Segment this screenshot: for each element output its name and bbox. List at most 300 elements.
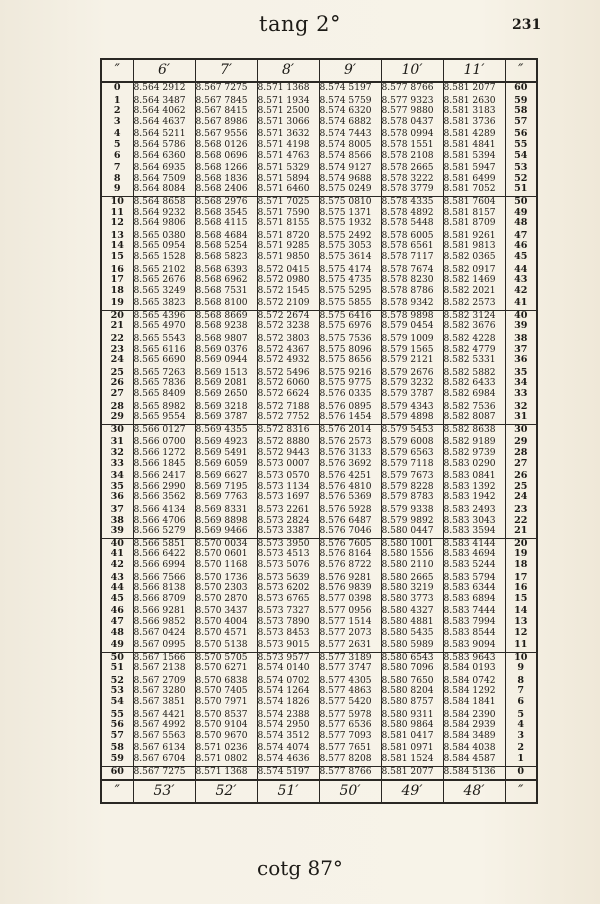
seconds-right-cell: 40 <box>505 310 537 321</box>
value-cell: 8.580 5435 <box>381 628 443 641</box>
seconds-right-cell: 42 <box>505 286 537 299</box>
value-cell: 8.576 4810 <box>319 482 381 493</box>
value-cell: 8.583 0290 <box>443 459 505 472</box>
value-cell: 8.572 6624 <box>257 389 319 402</box>
value-cell: 8.565 0380 <box>133 231 195 242</box>
table-row <box>101 321 537 334</box>
value-cell: 8.581 2630 <box>443 96 505 107</box>
value-cell: 8.573 7890 <box>257 617 319 628</box>
seconds-left-cell: 33 <box>101 459 133 472</box>
value-cell: 8.577 7651 <box>319 743 381 754</box>
seconds-right-cell: 38 <box>505 334 537 345</box>
table-row <box>101 389 537 402</box>
value-cell: 8.582 2021 <box>443 286 505 299</box>
value-cell: 8.574 9688 <box>319 174 381 185</box>
footer-minute: 49′ <box>381 780 443 803</box>
seconds-right-cell: 46 <box>505 241 537 252</box>
table-row <box>101 231 537 242</box>
value-cell: 8.574 4636 <box>257 754 319 766</box>
value-cell: 8.578 4335 <box>381 196 443 207</box>
value-cell: 8.580 4881 <box>381 617 443 628</box>
table-row <box>101 106 537 117</box>
seconds-left-cell: 48 <box>101 628 133 641</box>
value-cell: 8.579 1565 <box>381 345 443 356</box>
seconds-right-cell: 11 <box>505 640 537 652</box>
value-cell: 8.565 4396 <box>133 310 195 321</box>
value-cell: 8.582 5331 <box>443 355 505 368</box>
value-cell: 8.584 5136 <box>443 766 505 780</box>
table-row <box>101 208 537 219</box>
value-cell: 8.572 2109 <box>257 298 319 310</box>
value-cell: 8.573 0007 <box>257 459 319 472</box>
value-cell: 8.575 5855 <box>319 298 381 310</box>
table-row <box>101 334 537 345</box>
value-cell: 8.572 0980 <box>257 275 319 286</box>
value-cell: 8.568 5823 <box>195 252 257 265</box>
table-row <box>101 218 537 231</box>
value-cell: 8.575 4174 <box>319 265 381 276</box>
table-footer-row <box>101 780 537 803</box>
value-cell: 8.569 7763 <box>195 492 257 505</box>
value-cell: 8.569 6059 <box>195 459 257 472</box>
table-row <box>101 448 537 459</box>
table-row <box>101 196 537 207</box>
value-cell: 8.566 0127 <box>133 424 195 437</box>
seconds-right-cell: 3 <box>505 731 537 744</box>
table-row <box>101 174 537 185</box>
value-cell: 8.565 0954 <box>133 241 195 252</box>
value-cell: 8.575 2492 <box>319 231 381 242</box>
value-cell: 8.564 3487 <box>133 96 195 107</box>
table-row <box>101 368 537 379</box>
table-row <box>101 594 537 607</box>
value-cell: 8.582 0917 <box>443 265 505 276</box>
value-cell: 8.565 8409 <box>133 389 195 402</box>
value-cell: 8.571 0802 <box>195 754 257 766</box>
value-cell: 8.565 6116 <box>133 345 195 356</box>
table-header-row <box>101 59 537 82</box>
value-cell: 8.571 0236 <box>195 743 257 754</box>
table-row <box>101 549 537 560</box>
seconds-right-cell: 19 <box>505 549 537 560</box>
value-cell: 8.578 3779 <box>381 184 443 196</box>
footer-minute: 53′ <box>133 780 195 803</box>
value-cell: 8.577 6536 <box>319 720 381 731</box>
value-cell: 8.582 7536 <box>443 402 505 413</box>
value-cell: 8.568 6962 <box>195 275 257 286</box>
value-cell: 8.565 8982 <box>133 402 195 413</box>
value-cell: 8.583 7444 <box>443 606 505 617</box>
value-cell: 8.580 7096 <box>381 663 443 676</box>
value-cell: 8.581 7604 <box>443 196 505 207</box>
value-cell: 8.583 9094 <box>443 640 505 652</box>
table-row <box>101 298 537 310</box>
value-cell: 8.576 4251 <box>319 471 381 482</box>
value-cell: 8.576 2014 <box>319 424 381 437</box>
value-cell: 8.581 5947 <box>443 163 505 174</box>
value-cell: 8.581 2077 <box>381 766 443 780</box>
value-cell: 8.580 3219 <box>381 583 443 594</box>
value-cell: 8.577 9323 <box>381 96 443 107</box>
seconds-left-cell: 23 <box>101 345 133 356</box>
value-cell: 8.573 1697 <box>257 492 319 505</box>
seconds-right-cell: 12 <box>505 628 537 641</box>
value-cell: 8.565 7263 <box>133 368 195 379</box>
value-cell: 8.572 8316 <box>257 424 319 437</box>
seconds-right-cell: 37 <box>505 345 537 356</box>
value-cell: 8.567 1566 <box>133 652 195 663</box>
value-cell: 8.565 1528 <box>133 252 195 265</box>
value-cell: 8.568 4684 <box>195 231 257 242</box>
seconds-left-cell: 18 <box>101 286 133 299</box>
value-cell: 8.565 4970 <box>133 321 195 334</box>
page-title: tang 2° <box>259 12 341 36</box>
value-cell: 8.575 6976 <box>319 321 381 334</box>
value-cell: 8.581 4289 <box>443 129 505 140</box>
seconds-right-cell: 30 <box>505 424 537 437</box>
seconds-right-cell: 33 <box>505 389 537 402</box>
value-cell: 8.583 2493 <box>443 505 505 516</box>
seconds-left-cell: 27 <box>101 389 133 402</box>
value-cell: 8.571 9850 <box>257 252 319 265</box>
value-cell: 8.575 3614 <box>319 252 381 265</box>
seconds-right-cell: 4 <box>505 720 537 731</box>
value-cell: 8.568 6393 <box>195 265 257 276</box>
value-cell: 8.576 9839 <box>319 583 381 594</box>
seconds-right-cell: 41 <box>505 298 537 310</box>
value-cell: 8.581 2077 <box>443 82 505 96</box>
value-cell: 8.582 6433 <box>443 378 505 389</box>
value-cell: 8.577 4305 <box>319 676 381 687</box>
value-cell: 8.569 3218 <box>195 402 257 413</box>
seconds-left-cell: 6 <box>101 151 133 164</box>
value-cell: 8.580 1001 <box>381 538 443 549</box>
value-cell: 8.583 5794 <box>443 573 505 584</box>
seconds-right-cell: 8 <box>505 676 537 687</box>
value-cell: 8.572 7752 <box>257 412 319 424</box>
seconds-right-cell: 14 <box>505 606 537 617</box>
value-cell: 8.567 5563 <box>133 731 195 744</box>
value-cell: 8.576 0335 <box>319 389 381 402</box>
value-cell: 8.584 3489 <box>443 731 505 744</box>
header-minute: 6′ <box>133 59 195 82</box>
seconds-right-cell: 18 <box>505 560 537 573</box>
value-cell: 8.570 6271 <box>195 663 257 676</box>
seconds-left-cell: 40 <box>101 538 133 549</box>
seconds-left-cell: 38 <box>101 516 133 527</box>
seconds-left-cell: 32 <box>101 448 133 459</box>
table-row <box>101 676 537 687</box>
value-cell: 8.577 1514 <box>319 617 381 628</box>
seconds-left-cell: 30 <box>101 424 133 437</box>
value-cell: 8.567 7275 <box>195 82 257 96</box>
value-cell: 8.572 3238 <box>257 321 319 334</box>
value-cell: 8.572 2674 <box>257 310 319 321</box>
value-cell: 8.577 0956 <box>319 606 381 617</box>
page-number: 231 <box>512 17 542 33</box>
value-cell: 8.582 8087 <box>443 412 505 424</box>
table-row <box>101 720 537 731</box>
value-cell: 8.566 6994 <box>133 560 195 573</box>
seconds-left-cell: 50 <box>101 652 133 663</box>
value-cell: 8.567 9556 <box>195 129 257 140</box>
value-cell: 8.565 6690 <box>133 355 195 368</box>
seconds-right-cell: 7 <box>505 686 537 697</box>
header-minute: 10′ <box>381 59 443 82</box>
value-cell: 8.583 1392 <box>443 482 505 493</box>
seconds-right-cell: 27 <box>505 459 537 472</box>
header-seconds-right: ″ <box>505 59 537 82</box>
value-cell: 8.565 2676 <box>133 275 195 286</box>
value-cell: 8.577 8766 <box>319 766 381 780</box>
seconds-right-cell: 28 <box>505 448 537 459</box>
value-cell: 8.580 3773 <box>381 594 443 607</box>
value-cell: 8.584 0742 <box>443 676 505 687</box>
value-cell: 8.565 3823 <box>133 298 195 310</box>
seconds-right-cell: 31 <box>505 412 537 424</box>
value-cell: 8.583 4144 <box>443 538 505 549</box>
value-cell: 8.576 8722 <box>319 560 381 573</box>
value-cell: 8.574 2950 <box>257 720 319 731</box>
table-row <box>101 492 537 505</box>
value-cell: 8.578 3222 <box>381 174 443 185</box>
value-cell: 8.584 0193 <box>443 663 505 676</box>
value-cell: 8.577 7093 <box>319 731 381 744</box>
value-cell: 8.583 4694 <box>443 549 505 560</box>
seconds-left-cell: 24 <box>101 355 133 368</box>
value-cell: 8.568 3545 <box>195 208 257 219</box>
table-row <box>101 583 537 594</box>
table-row <box>101 275 537 286</box>
seconds-left-cell: 52 <box>101 676 133 687</box>
value-cell: 8.583 5244 <box>443 560 505 573</box>
value-cell: 8.583 8544 <box>443 628 505 641</box>
seconds-left-cell: 19 <box>101 298 133 310</box>
table-row <box>101 129 537 140</box>
value-cell: 8.570 8537 <box>195 710 257 721</box>
seconds-left-cell: 34 <box>101 471 133 482</box>
seconds-left-cell: 54 <box>101 697 133 710</box>
value-cell: 8.581 5394 <box>443 151 505 164</box>
value-cell: 8.579 7673 <box>381 471 443 482</box>
seconds-left-cell: 55 <box>101 710 133 721</box>
seconds-left-cell: 35 <box>101 482 133 493</box>
value-cell: 8.582 5882 <box>443 368 505 379</box>
value-cell: 8.584 4038 <box>443 743 505 754</box>
value-cell: 8.579 4898 <box>381 412 443 424</box>
value-cell: 8.579 6563 <box>381 448 443 459</box>
value-cell: 8.570 9670 <box>195 731 257 744</box>
value-cell: 8.574 5759 <box>319 96 381 107</box>
value-cell: 8.568 2976 <box>195 196 257 207</box>
seconds-right-cell: 39 <box>505 321 537 334</box>
value-cell: 8.572 4932 <box>257 355 319 368</box>
value-cell: 8.580 2665 <box>381 573 443 584</box>
value-cell: 8.580 4327 <box>381 606 443 617</box>
value-cell: 8.577 5420 <box>319 697 381 710</box>
value-cell: 8.571 8155 <box>257 218 319 231</box>
value-cell: 8.571 1368 <box>195 766 257 780</box>
value-cell: 8.576 3133 <box>319 448 381 459</box>
value-cell: 8.572 4367 <box>257 345 319 356</box>
seconds-left-cell: 29 <box>101 412 133 424</box>
header-minute: 9′ <box>319 59 381 82</box>
value-cell: 8.582 9189 <box>443 437 505 448</box>
value-cell: 8.572 3803 <box>257 334 319 345</box>
table-row <box>101 265 537 276</box>
value-cell: 8.568 2406 <box>195 184 257 196</box>
table-row <box>101 640 537 652</box>
value-cell: 8.578 8230 <box>381 275 443 286</box>
value-cell: 8.577 3189 <box>319 652 381 663</box>
value-cell: 8.569 1513 <box>195 368 257 379</box>
value-cell: 8.581 4841 <box>443 140 505 151</box>
value-cell: 8.573 2261 <box>257 505 319 516</box>
value-cell: 8.568 1836 <box>195 174 257 185</box>
value-cell: 8.574 9127 <box>319 163 381 174</box>
value-cell: 8.566 2990 <box>133 482 195 493</box>
value-cell: 8.567 6704 <box>133 754 195 766</box>
seconds-left-cell: 7 <box>101 163 133 174</box>
seconds-left-cell: 2 <box>101 106 133 117</box>
value-cell: 8.570 6838 <box>195 676 257 687</box>
value-cell: 8.568 0126 <box>195 140 257 151</box>
value-cell: 8.569 4355 <box>195 424 257 437</box>
value-cell: 8.572 8880 <box>257 437 319 448</box>
value-cell: 8.582 4779 <box>443 345 505 356</box>
value-cell: 8.564 9232 <box>133 208 195 219</box>
value-cell: 8.579 4343 <box>381 402 443 413</box>
table-row <box>101 241 537 252</box>
seconds-right-cell: 24 <box>505 492 537 505</box>
value-cell: 8.574 7443 <box>319 129 381 140</box>
seconds-left-cell: 25 <box>101 368 133 379</box>
value-cell: 8.569 8898 <box>195 516 257 527</box>
value-cell: 8.581 8709 <box>443 218 505 231</box>
value-cell: 8.579 2676 <box>381 368 443 379</box>
value-cell: 8.571 1368 <box>257 82 319 96</box>
value-cell: 8.564 5211 <box>133 129 195 140</box>
value-cell: 8.579 3787 <box>381 389 443 402</box>
value-cell: 8.566 4134 <box>133 505 195 516</box>
table-row <box>101 766 537 780</box>
value-cell: 8.571 7025 <box>257 196 319 207</box>
seconds-left-cell: 3 <box>101 117 133 130</box>
value-cell: 8.568 5254 <box>195 241 257 252</box>
value-cell: 8.575 6416 <box>319 310 381 321</box>
table-row <box>101 573 537 584</box>
value-cell: 8.582 6984 <box>443 389 505 402</box>
value-cell: 8.583 3043 <box>443 516 505 527</box>
value-cell: 8.574 2388 <box>257 710 319 721</box>
seconds-left-cell: 4 <box>101 129 133 140</box>
seconds-right-cell: 54 <box>505 151 537 164</box>
value-cell: 8.568 7531 <box>195 286 257 299</box>
value-cell: 8.575 9775 <box>319 378 381 389</box>
value-cell: 8.567 8986 <box>195 117 257 130</box>
value-cell: 8.572 1545 <box>257 286 319 299</box>
value-cell: 8.576 2573 <box>319 437 381 448</box>
value-cell: 8.565 3249 <box>133 286 195 299</box>
table-row <box>101 184 537 196</box>
value-cell: 8.582 0365 <box>443 252 505 265</box>
value-cell: 8.583 7994 <box>443 617 505 628</box>
seconds-left-cell: 45 <box>101 594 133 607</box>
value-cell: 8.574 6882 <box>319 117 381 130</box>
value-cell: 8.573 9577 <box>257 652 319 663</box>
value-cell: 8.567 4421 <box>133 710 195 721</box>
value-cell: 8.577 0398 <box>319 594 381 607</box>
table-row <box>101 482 537 493</box>
value-cell: 8.566 5279 <box>133 526 195 538</box>
table-row <box>101 310 537 321</box>
seconds-left-cell: 0 <box>101 82 133 96</box>
value-cell: 8.571 6460 <box>257 184 319 196</box>
value-cell: 8.577 5978 <box>319 710 381 721</box>
header-minute: 11′ <box>443 59 505 82</box>
value-cell: 8.578 9898 <box>381 310 443 321</box>
table-row <box>101 743 537 754</box>
value-cell: 8.582 1469 <box>443 275 505 286</box>
value-cell: 8.566 9281 <box>133 606 195 617</box>
value-cell: 8.565 9554 <box>133 412 195 424</box>
value-cell: 8.570 2303 <box>195 583 257 594</box>
seconds-left-cell: 56 <box>101 720 133 731</box>
footer-seconds-right: ″ <box>505 780 537 803</box>
value-cell: 8.575 8096 <box>319 345 381 356</box>
value-cell: 8.582 2573 <box>443 298 505 310</box>
value-cell: 8.564 4637 <box>133 117 195 130</box>
value-cell: 8.564 6360 <box>133 151 195 164</box>
value-cell: 8.564 4062 <box>133 106 195 117</box>
seconds-right-cell: 36 <box>505 355 537 368</box>
value-cell: 8.579 5453 <box>381 424 443 437</box>
value-cell: 8.580 1556 <box>381 549 443 560</box>
value-cell: 8.567 6134 <box>133 743 195 754</box>
value-cell: 8.566 1845 <box>133 459 195 472</box>
value-cell: 8.576 7046 <box>319 526 381 538</box>
seconds-left-cell: 26 <box>101 378 133 389</box>
seconds-right-cell: 53 <box>505 163 537 174</box>
footer-minute: 52′ <box>195 780 257 803</box>
value-cell: 8.573 6202 <box>257 583 319 594</box>
table-row <box>101 459 537 472</box>
value-cell: 8.578 2665 <box>381 163 443 174</box>
value-cell: 8.573 8453 <box>257 628 319 641</box>
table-row <box>101 652 537 663</box>
seconds-right-cell: 1 <box>505 754 537 766</box>
seconds-right-cell: 45 <box>505 252 537 265</box>
value-cell: 8.575 1932 <box>319 218 381 231</box>
value-cell: 8.573 4513 <box>257 549 319 560</box>
value-cell: 8.569 5491 <box>195 448 257 459</box>
value-cell: 8.576 5928 <box>319 505 381 516</box>
value-cell: 8.581 3183 <box>443 106 505 117</box>
value-cell: 8.582 8638 <box>443 424 505 437</box>
value-cell: 8.578 6561 <box>381 241 443 252</box>
table-row <box>101 505 537 516</box>
value-cell: 8.582 9739 <box>443 448 505 459</box>
value-cell: 8.575 7536 <box>319 334 381 345</box>
value-cell: 8.583 3594 <box>443 526 505 538</box>
table-row <box>101 686 537 697</box>
value-cell: 8.570 2870 <box>195 594 257 607</box>
value-cell: 8.568 9807 <box>195 334 257 345</box>
value-cell: 8.575 0249 <box>319 184 381 196</box>
value-cell: 8.573 3387 <box>257 526 319 538</box>
value-cell: 8.572 6060 <box>257 378 319 389</box>
value-cell: 8.580 2110 <box>381 560 443 573</box>
